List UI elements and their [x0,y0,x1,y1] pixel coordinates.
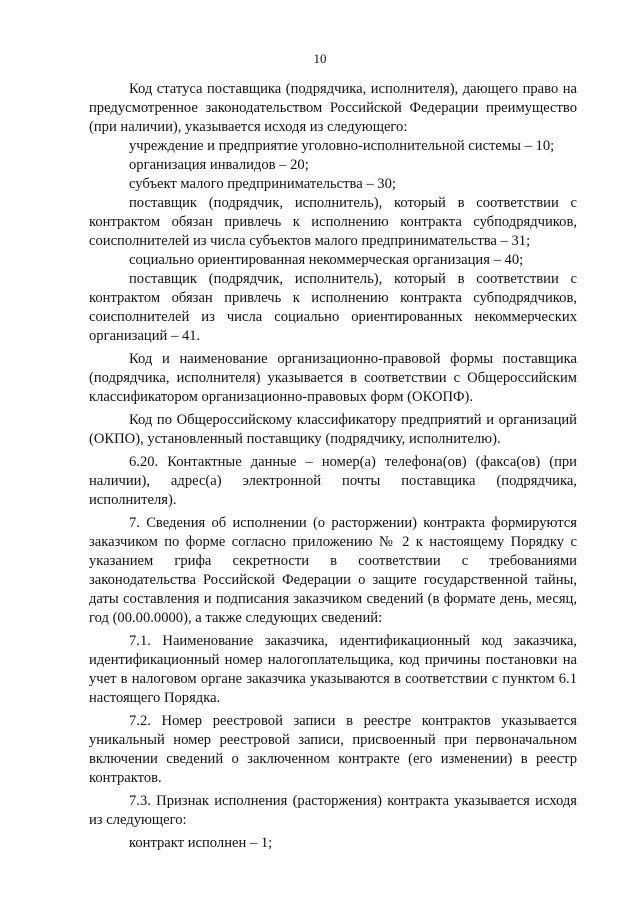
list-item-nonprofit: социально ориентированная некоммерческая организация – 40; [129,252,524,268]
paragraph-7: 7. Сведения об исполнении (о расторжении) контракта формируются заказчиком по форме согласно приложению № 2 к настоящему Порядку с указанием грифа секретности в соответствии с требованиями законодательства Российской Федерации о защите государственной тайны, даты составления и подписания заказчиком сведений (в формате день, месяц, год (00.00.0000), а также следующих сведений: [89,515,577,626]
list-item-nonprofit-subcontractors: поставщик (подрядчик, исполнитель), который в соответствии с контрактом обязан привлечь к исполнению контракта субподрядчиков, соисполнителей из числа социально ориентированных некоммерческих организаций – 41. [89,271,577,344]
paragraph-okpo: Код по Общероссийскому классификатору предприятий и организаций (ОКПО), установленный поставщику (подрядчику, исполнителю). [89,412,577,447]
paragraph-supplier-status-code: Код статуса поставщика (подрядчика, исполнителя), дающего право на предусмотренное законодательством Российской Федерации преимущество (при наличии), указывается исходя из следующего: [89,81,577,135]
list-item-small-business-subcontractors: поставщик (подрядчик, исполнитель), который в соответствии с контрактом обязан привлечь к исполнению контракта субподрядчиков, соисполнителей из числа субъектов малого предпринимательства – 31; [89,195,577,249]
paragraph-okopf: Код и наименование организационно-правовой формы поставщика (подрядчика, исполнителя) указывается в соответствии с Общероссийским классификатором организационно-правовых форм (ОКОПФ). [89,351,577,405]
list-item-disabled-org: организация инвалидов – 20; [129,157,309,173]
paragraph-7-1: 7.1. Наименование заказчика, идентификационный код заказчика, идентификационный номер налогоплательщика, код причины постановки на учет в налоговом органе заказчика указываются в соответствии с пунктом 6.1 настоящего Порядка. [89,633,577,706]
page-number: 10 [313,51,327,66]
paragraph-7-3: 7.3. Признак исполнения (расторжения) контракта указывается исходя из следующего: [89,793,577,828]
paragraph-6-20: 6.20. Контактные данные – номер(а) телефона(ов) (факса(ов) (при наличии), адрес(а) электронной почты поставщика (подрядчика, исполнителя). [89,454,577,508]
list-item-contract-executed: контракт исполнен – 1; [129,835,273,851]
list-item-small-business: субъект малого предпринимательства – 30; [129,176,396,192]
document-body [89,80,577,853]
paragraph-7-2: 7.2. Номер реестровой записи в реестре контрактов указывается уникальный номер реестровой записи, присвоенный при первоначальном включении сведений о заключенном контракте (его изменении) в реестр контрактов. [89,713,577,786]
list-item-penal-system: учреждение и предприятие уголовно-исполнительной системы – 10; [129,138,555,154]
